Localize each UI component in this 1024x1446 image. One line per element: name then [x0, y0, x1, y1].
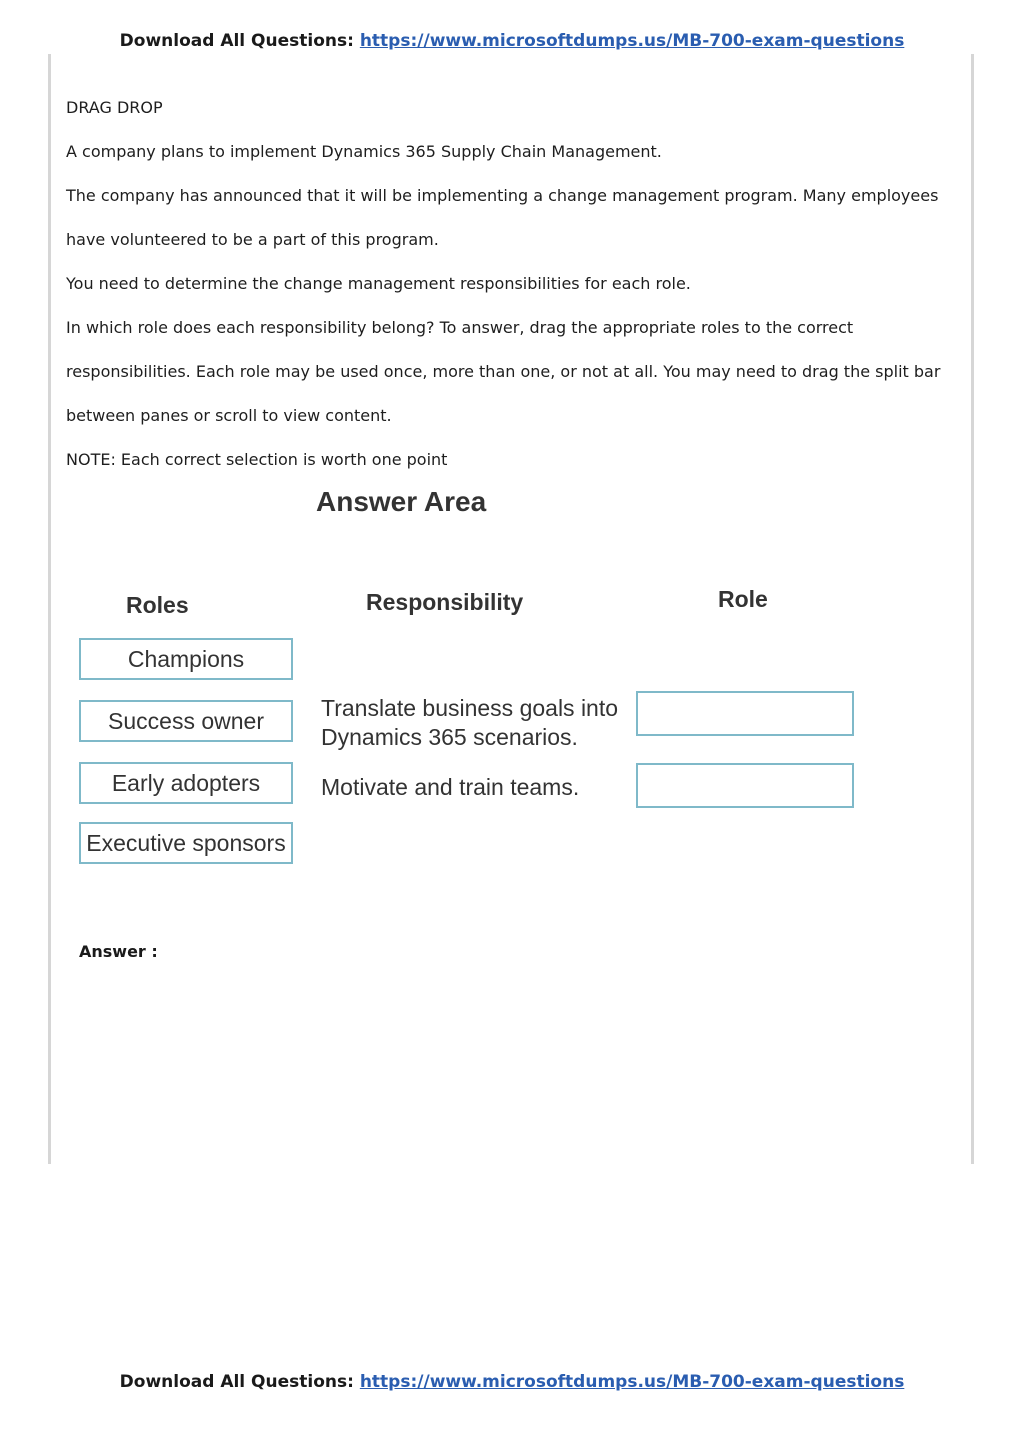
answer-label: Answer :	[79, 942, 158, 961]
question-line: In which role does each responsibility belong? To answer, drag the appropriate roles to the correct	[66, 318, 854, 337]
responsibility-translate-goals	[321, 694, 618, 752]
role-item-executive-sponsors[interactable]: Executive sponsors	[79, 822, 293, 864]
question-line: responsibilities. Each role may be used once, more than one, or not at all. You may need to drag the split bar	[66, 362, 941, 381]
question-line: have volunteered to be a part of this program.	[66, 230, 439, 249]
footer-banner	[0, 1372, 1024, 1392]
responsibility-line: Translate business goals into	[321, 695, 619, 721]
page-frame-left	[48, 54, 51, 1164]
question-line: A company plans to implement Dynamics 365 Supply Chain Management.	[66, 142, 662, 161]
role-item-success-owner[interactable]: Success owner	[79, 700, 293, 742]
header-banner	[0, 31, 1024, 51]
role-item-early-adopters[interactable]: Early adopters	[79, 762, 293, 804]
role-item-champions[interactable]: Champions	[79, 638, 293, 680]
role-drop-target-1[interactable]	[636, 691, 854, 736]
page-frame-right	[971, 54, 974, 1164]
role-header: Role	[718, 586, 768, 612]
header-label: Download All Questions:	[119, 31, 354, 51]
answer-area-title: Answer Area	[316, 486, 487, 517]
footer-download-link[interactable]: https://www.microsoftdumps.us/MB-700-exam-questions	[359, 1372, 905, 1392]
header-download-link[interactable]: https://www.microsoftdumps.us/MB-700-exam-questions	[359, 31, 905, 51]
question-line: You need to determine the change management responsibilities for each role.	[66, 274, 691, 293]
answer-area	[66, 476, 876, 886]
responsibility-line: Motivate and train teams.	[321, 774, 580, 800]
footer-label: Download All Questions:	[119, 1372, 354, 1392]
responsibility-motivate-train	[321, 773, 579, 802]
roles-header: Roles	[126, 592, 189, 618]
responsibility-line: Dynamics 365 scenarios.	[321, 724, 578, 750]
question-line: The company has announced that it will be implementing a change management program. Many employees	[66, 186, 939, 205]
question-line: NOTE: Each correct selection is worth one point	[66, 450, 448, 469]
responsibility-header: Responsibility	[366, 589, 524, 615]
question-line: between panes or scroll to view content.	[66, 406, 392, 425]
question-type: DRAG DROP	[66, 98, 163, 117]
role-drop-target-2[interactable]	[636, 763, 854, 808]
question-text	[66, 86, 966, 482]
